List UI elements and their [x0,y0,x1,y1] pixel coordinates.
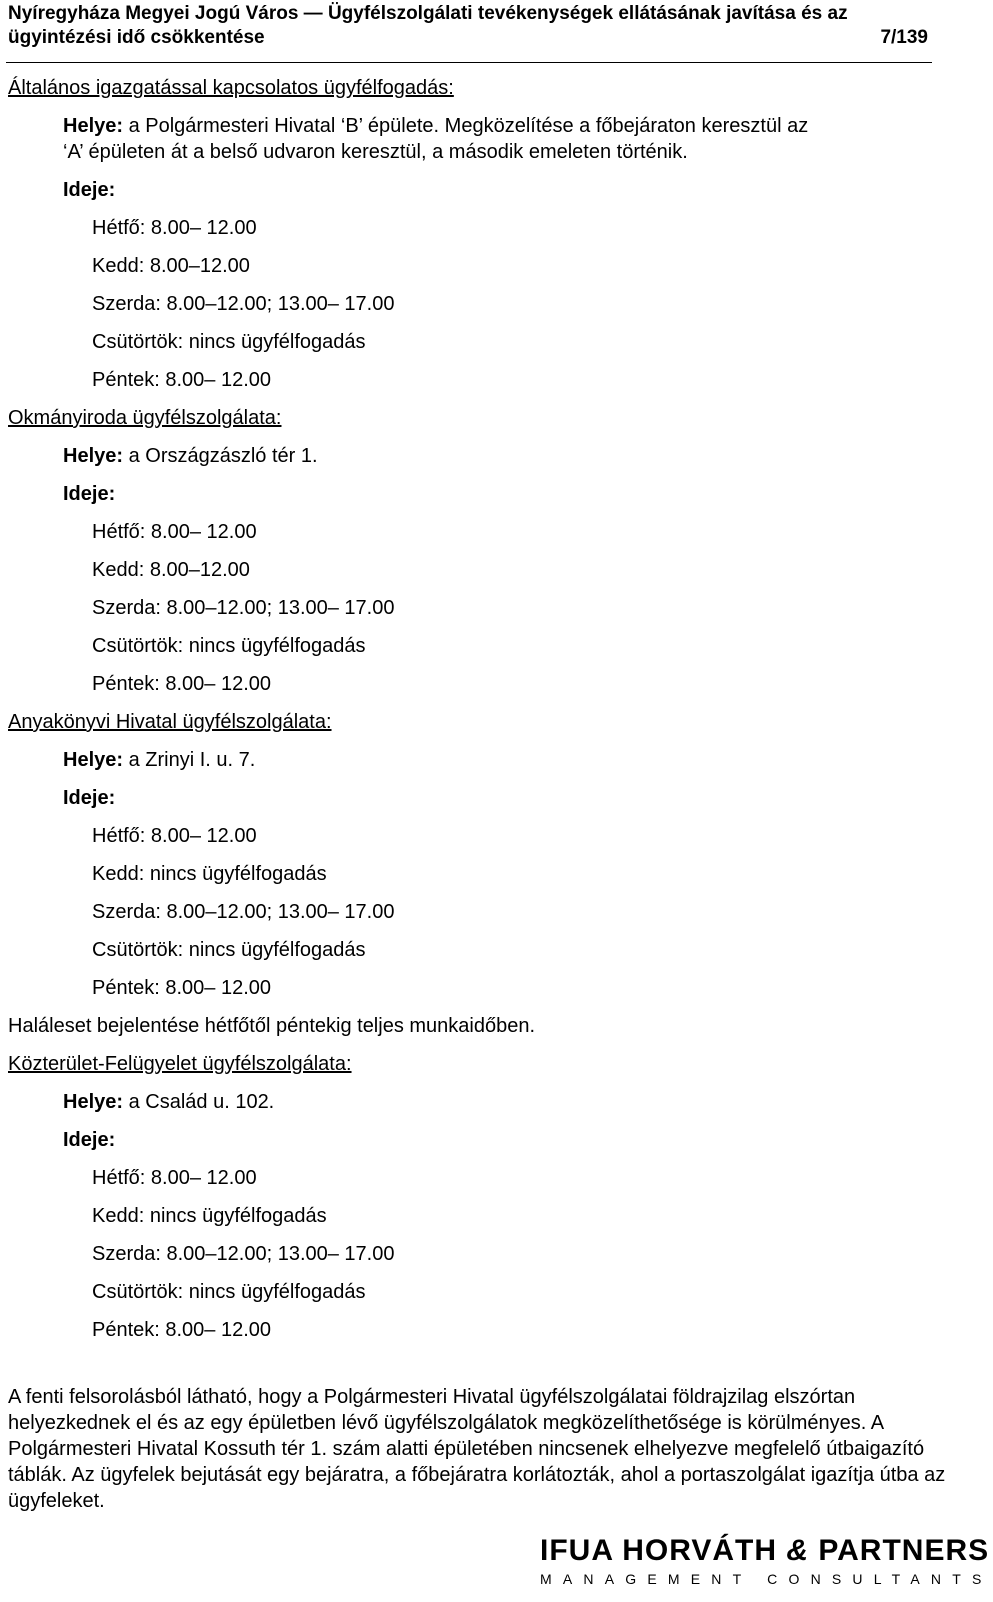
section-title: Általános igazgatással kapcsolatos ügyfélfogadás: [8,77,454,99]
place-line [63,444,318,468]
page-header [8,2,932,50]
section-title: Anyakönyvi Hivatal ügyfélszolgálata: [8,711,332,733]
page-number: 7/139 [880,27,928,48]
hours-line: Kedd: nincs ügyfélfogadás [92,1205,327,1227]
hours-line: Csütörtök: nincs ügyfélfogadás [92,939,366,961]
hours-line: Péntek: 8.00– 12.00 [92,977,272,999]
hours-line: Péntek: 8.00– 12.00 [92,369,272,391]
place-value: a Polgármesteri Hivatal ‘B’ épülete. Megközelítése a főbejáraton keresztül az [123,115,809,137]
header-rule [6,62,932,63]
place-line [63,114,808,138]
place-label: Helye: [63,115,124,137]
hours-line: Csütörtök: nincs ügyfélfogadás [92,331,366,353]
place-line [63,748,255,772]
hours-line: Péntek: 8.00– 12.00 [92,1319,272,1341]
section-note: Haláleset bejelentése hétfőtől péntekig teljes munkaidőben. [8,1015,536,1037]
hours-line: Kedd: nincs ügyfélfogadás [92,863,327,885]
time-label: Ideje: [63,483,116,505]
section-title: Közterület-Felügyelet ügyfélszolgálata: [8,1053,352,1075]
hours-line: Hétfő: 8.00– 12.00 [92,1167,257,1189]
hours-line: Szerda: 8.00–12.00; 13.00– 17.00 [92,901,395,923]
logo-text-2: PARTNERS [809,1534,990,1567]
place-label: Helye: [63,749,124,771]
place-label: Helye: [63,1091,124,1113]
hours-line: Hétfő: 8.00– 12.00 [92,217,257,239]
hours-line: Szerda: 8.00–12.00; 13.00– 17.00 [92,1243,395,1265]
header-title-line2: ügyintézési idő csökkentése [8,27,265,48]
logo-text-1: IFUA HORVÁTH [540,1534,787,1567]
hours-line: Péntek: 8.00– 12.00 [92,673,272,695]
place-line [63,1090,274,1114]
logo-tagline: MANAGEMENT CONSULTANTS [540,1571,993,1587]
hours-line: Kedd: 8.00–12.00 [92,255,250,277]
hours-line: Hétfő: 8.00– 12.00 [92,825,257,847]
hours-line: Szerda: 8.00–12.00; 13.00– 17.00 [92,597,395,619]
section-title: Okmányiroda ügyfélszolgálata: [8,407,282,429]
place-value: a Család u. 102. [123,1091,275,1113]
hours-line: Csütörtök: nincs ügyfélfogadás [92,635,366,657]
summary-paragraph: A fenti felsorolásból látható, hogy a Polgármesteri Hivatal ügyfélszolgálatai földrajzilag elszórtan helyezkednek el és az egy épületben lévő ügyfélszolgálatok megközelíthetősége is körülményes. A Polgármesteri Hivatal Kossuth tér 1. szám alatti épületében nincsenek elhelyezve megfelelő útbaigazító táblák. Az ügyfelek bejutását egy bejáratra, a főbejáratra korlátozták, ahol a portaszolgálat igazítja útba az ügyfeleket. [8,1386,946,1512]
logo-wordmark [540,1534,990,1568]
logo-ampersand: & [786,1534,810,1567]
header-title-line1: Nyíregyháza Megyei Jogú Város — Ügyfélszolgálati tevékenységek ellátásának javítása és az [8,3,848,24]
time-label: Ideje: [63,1129,116,1151]
hours-line: Szerda: 8.00–12.00; 13.00– 17.00 [92,293,395,315]
hours-line: Csütörtök: nincs ügyfélfogadás [92,1281,366,1303]
hours-line: Hétfő: 8.00– 12.00 [92,521,257,543]
place-line-continued: ‘A’ épületen át a belső udvaron keresztül, a második emeleten történik. [63,141,688,163]
time-label: Ideje: [63,787,116,809]
time-label: Ideje: [63,179,116,201]
company-logo [540,1534,993,1594]
place-value: a Országzászló tér 1. [123,445,318,467]
hours-line: Kedd: 8.00–12.00 [92,559,250,581]
place-value: a Zrinyi I. u. 7. [123,749,256,771]
place-label: Helye: [63,445,124,467]
